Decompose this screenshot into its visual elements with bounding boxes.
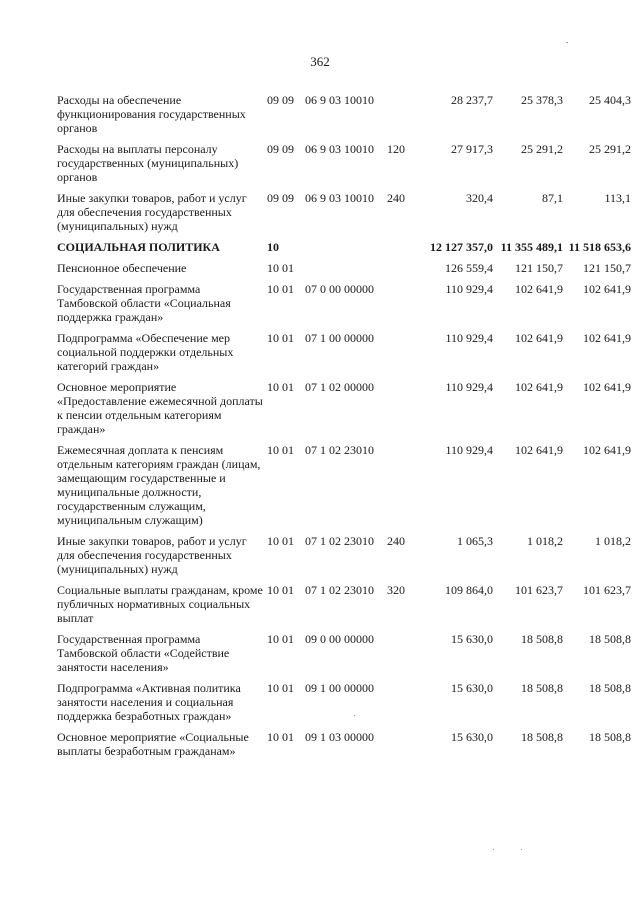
table-row (57, 632, 631, 681)
row-name: Иные закупки товаров, работ и услуг для обеспечения государственных (муниципальных) нужд (57, 191, 247, 233)
row-section-code: 10 01 (267, 583, 294, 597)
budget-table-body (57, 93, 631, 765)
row-name: Иные закупки товаров, работ и услуг для обеспечения государственных (муниципальных) нужд (57, 534, 247, 576)
row-amount-year-1: 15 630,0 (451, 730, 493, 744)
row-expense-type (387, 443, 417, 534)
row-amount-year-3: 11 518 653,6 (568, 240, 631, 254)
row-amount-year-2: 11 355 489,1 (500, 240, 563, 254)
row-expense-type (387, 93, 417, 142)
row-amount-year-3: 113,1 (604, 191, 631, 205)
row-section-code: 10 01 (267, 681, 294, 695)
row-amount-year-2: 18 508,8 (521, 730, 563, 744)
row-section-code: 10 01 (267, 261, 294, 275)
scan-speck (566, 42, 568, 43)
table-row (57, 534, 631, 583)
row-name: Государственная программа Тамбовской области «Социальная поддержка граждан» (57, 282, 231, 324)
row-amount-year-2: 102 641,9 (515, 331, 563, 345)
row-amount-year-1: 28 237,7 (451, 93, 493, 107)
row-section-code: 09 09 (267, 191, 294, 205)
budget-table (57, 93, 631, 765)
row-name: Подпрограмма «Активная политика занятости населения и социальная поддержка безработных граждан» (57, 681, 241, 723)
scan-speck (493, 849, 494, 850)
row-amount-year-2: 18 508,8 (521, 632, 563, 646)
scan-speck (521, 849, 522, 850)
row-section-code: 10 01 (267, 331, 294, 345)
row-expense-type: 240 (387, 534, 405, 548)
row-amount-year-1: 110 929,4 (445, 380, 493, 394)
row-amount-year-2: 25 291,2 (521, 142, 563, 156)
row-amount-year-3: 25 404,3 (589, 93, 631, 107)
row-expense-type (387, 282, 417, 331)
table-row (57, 282, 631, 331)
row-section-code: 10 01 (267, 380, 294, 394)
row-name: Пенсионное обеспечение (57, 261, 187, 275)
row-target-article (305, 261, 387, 282)
row-amount-year-1: 15 630,0 (451, 681, 493, 695)
row-target-article: 09 1 03 00000 (305, 730, 374, 744)
table-row (57, 443, 631, 534)
row-expense-type (387, 261, 417, 282)
row-name: Основное мероприятие «Социальные выплаты безработным гражданам» (57, 730, 249, 758)
row-name: Социальные выплаты гражданам, кроме публичных нормативных социальных выплат (57, 583, 263, 625)
row-amount-year-1: 12 127 357,0 (430, 240, 493, 254)
row-amount-year-3: 18 508,8 (589, 681, 631, 695)
row-target-article: 07 1 02 23010 (305, 583, 374, 597)
row-target-article: 06 9 03 10010 (305, 142, 374, 156)
row-expense-type (387, 681, 417, 730)
row-amount-year-3: 18 508,8 (589, 632, 631, 646)
row-expense-type: 120 (387, 142, 405, 156)
row-expense-type: 320 (387, 583, 405, 597)
row-amount-year-2: 102 641,9 (515, 443, 563, 457)
row-section-code: 10 01 (267, 632, 294, 646)
page-number: 362 (310, 54, 330, 69)
row-amount-year-2: 102 641,9 (515, 380, 563, 394)
row-section-code: 09 09 (267, 93, 294, 107)
table-row (57, 331, 631, 380)
table-row (57, 380, 631, 443)
row-amount-year-3: 102 641,9 (583, 380, 631, 394)
row-target-article: 06 9 03 10010 (305, 191, 374, 205)
row-amount-year-1: 110 929,4 (445, 331, 493, 345)
row-amount-year-1: 110 929,4 (445, 443, 493, 457)
row-section-code: 09 09 (267, 142, 294, 156)
row-expense-type (387, 240, 417, 261)
row-amount-year-3: 121 150,7 (583, 261, 631, 275)
row-amount-year-3: 101 623,7 (583, 583, 631, 597)
row-target-article: 09 1 00 00000 (305, 681, 374, 695)
row-amount-year-1: 1 065,3 (457, 534, 493, 548)
row-amount-year-1: 126 559,4 (445, 261, 493, 275)
row-amount-year-3: 25 291,2 (589, 142, 631, 156)
row-section-code: 10 (267, 240, 279, 254)
row-amount-year-2: 87,1 (542, 191, 563, 205)
row-amount-year-3: 102 641,9 (583, 282, 631, 296)
row-amount-year-1: 110 929,4 (445, 282, 493, 296)
row-target-article: 07 1 02 23010 (305, 534, 374, 548)
row-amount-year-2: 18 508,8 (521, 681, 563, 695)
row-amount-year-2: 102 641,9 (515, 282, 563, 296)
table-row (57, 240, 631, 261)
row-expense-type: 240 (387, 191, 405, 205)
row-target-article: 07 1 00 00000 (305, 331, 374, 345)
row-amount-year-1: 15 630,0 (451, 632, 493, 646)
row-name: СОЦИАЛЬНАЯ ПОЛИТИКА (57, 240, 220, 254)
row-target-article: 09 0 00 00000 (305, 632, 374, 646)
table-row (57, 191, 631, 240)
row-amount-year-2: 25 378,3 (521, 93, 563, 107)
row-section-code: 10 01 (267, 443, 294, 457)
row-target-article: 07 1 02 00000 (305, 380, 374, 394)
scan-speck (354, 715, 355, 716)
row-expense-type (387, 730, 417, 765)
table-row (57, 261, 631, 282)
table-row (57, 142, 631, 191)
row-amount-year-3: 102 641,9 (583, 443, 631, 457)
row-section-code: 10 01 (267, 282, 294, 296)
row-target-article: 07 0 00 00000 (305, 282, 374, 296)
table-row (57, 583, 631, 632)
row-amount-year-1: 320,4 (466, 191, 493, 205)
row-target-article (305, 240, 387, 261)
row-name: Государственная программа Тамбовской области «Содействие занятости населения» (57, 632, 230, 674)
row-amount-year-3: 18 508,8 (589, 730, 631, 744)
row-amount-year-2: 101 623,7 (515, 583, 563, 597)
row-target-article: 06 9 03 10010 (305, 93, 374, 107)
row-expense-type (387, 331, 417, 380)
row-name: Расходы на выплаты персоналу государственных (муниципальных) органов (57, 142, 239, 184)
row-section-code: 10 01 (267, 534, 294, 548)
row-amount-year-2: 121 150,7 (515, 261, 563, 275)
table-row (57, 93, 631, 142)
row-amount-year-3: 1 018,2 (595, 534, 631, 548)
row-section-code: 10 01 (267, 730, 294, 744)
row-name: Основное мероприятие «Предоставление ежемесячной доплаты к пенсии отдельным категориям граждан» (57, 380, 263, 436)
row-name: Ежемесячная доплата к пенсиям отдельным категориям граждан (лицам, замещающим государственные и муниципальные должности, государственным служащим, муниципальным служащим) (57, 443, 261, 527)
row-amount-year-1: 109 864,0 (445, 583, 493, 597)
row-name: Расходы на обеспечение функционирования государственных органов (57, 93, 246, 135)
row-amount-year-2: 1 018,2 (527, 534, 563, 548)
row-amount-year-1: 27 917,3 (451, 142, 493, 156)
row-name: Подпрограмма «Обеспечение мер социальной поддержки отдельных категорий граждан» (57, 331, 234, 373)
row-amount-year-3: 102 641,9 (583, 331, 631, 345)
table-row (57, 730, 631, 765)
table-row (57, 681, 631, 730)
row-target-article: 07 1 02 23010 (305, 443, 374, 457)
row-expense-type (387, 380, 417, 443)
row-expense-type (387, 632, 417, 681)
